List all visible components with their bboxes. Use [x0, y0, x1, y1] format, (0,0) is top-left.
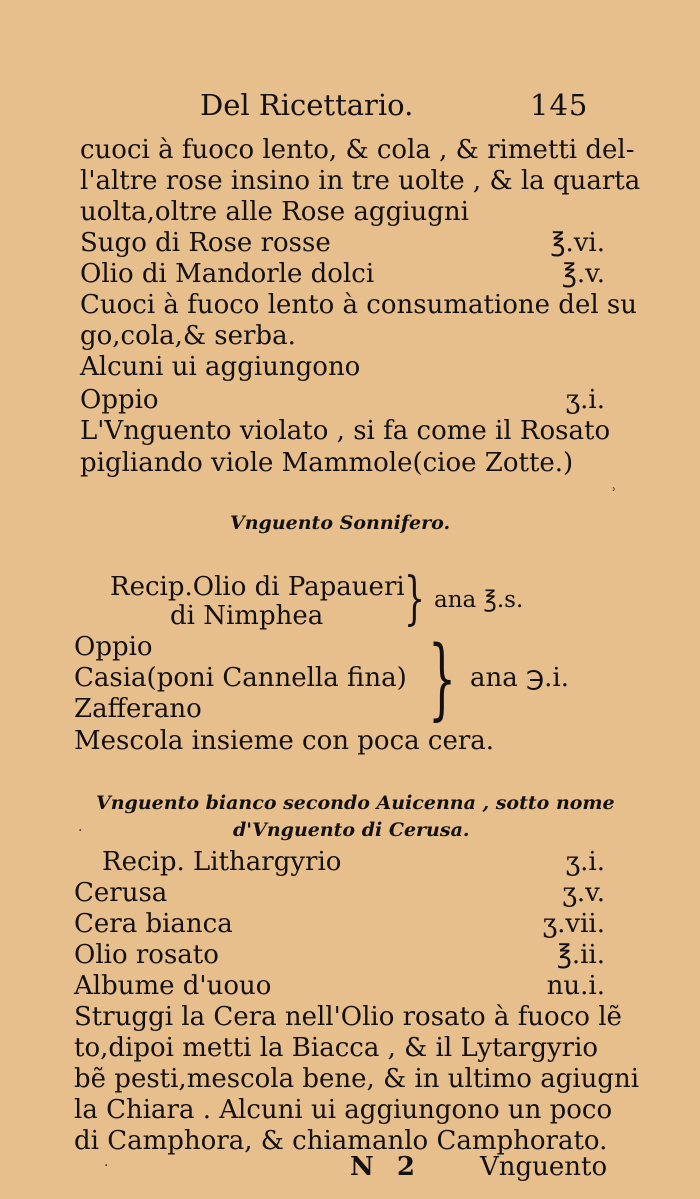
body-line: cuoci à fuoco lento, & cola , & rimetti del- [80, 135, 635, 165]
section-heading: d'Vnguento di Cerusa. [233, 819, 470, 841]
body-line: la Chiara . Alcuni ui aggiungono un poco [74, 1095, 613, 1125]
body-line: to,dipoi metti la Biacca , & il Lytargyrio [74, 1033, 599, 1063]
body-line: L'Vnguento violato , si fa come il Rosato [80, 416, 611, 446]
ingredient-name: Recip.Olio di Papaueri [110, 572, 405, 602]
ingredient-quantity: ana ℥.s. [434, 587, 524, 613]
ingredient-quantity: nu.i. [546, 971, 605, 1001]
body-line: uolta,oltre alle Rose aggiugni [80, 197, 469, 227]
ingredient-quantity: ℥.vi. [550, 228, 605, 258]
ingredient-name: Oppio [74, 632, 153, 662]
body-line: Cuoci à fuoco lento à consumatione del su [80, 290, 637, 320]
ingredient-quantity: ʒ.i. [565, 385, 605, 415]
section-heading: Vnguento Sonnifero. [230, 512, 451, 534]
page-number: 145 [530, 88, 589, 122]
ink-speck: ʾ [612, 486, 617, 502]
ink-speck: · [104, 1158, 109, 1174]
section-heading: Vnguento bianco secondo Auicenna , sotto nome [96, 792, 615, 814]
right-brace-icon: } [428, 628, 457, 732]
signature-mark: N 2 [350, 1152, 415, 1182]
ingredient-name: Cera bianca [74, 909, 233, 939]
catchword: Vnguento [480, 1152, 608, 1182]
body-line: Mescola insieme con poca cera. [74, 726, 495, 756]
ingredient-name: Recip. Lithargyrio [102, 847, 342, 877]
ingredient-quantity: ʒ.v. [562, 878, 605, 908]
ingredient-quantity: ℥.v. [561, 259, 605, 289]
right-brace-icon: } [404, 566, 426, 633]
ingredient-quantity: ℥.ii. [556, 940, 605, 970]
ingredient-name: Cerusa [74, 878, 168, 908]
ink-speck: · [78, 823, 83, 839]
ingredient-name: Oppio [80, 385, 159, 415]
body-line: di Camphora, & chiamanlo Camphorato. [74, 1126, 608, 1156]
ingredient-name: di Nimphea [170, 601, 324, 631]
running-head-title: Del Ricettario. [200, 88, 414, 122]
body-line: bẽ pesti,mescola bene, & in ultimo agiugni [74, 1064, 640, 1094]
body-line: pigliando viole Mammole(cioe Zotte.) [80, 448, 574, 478]
body-line: Alcuni ui aggiungono [80, 352, 361, 382]
body-line: Struggi la Cera nell'Olio rosato à fuoco lẽ [74, 1002, 622, 1032]
body-line: go,cola,& serba. [80, 321, 296, 351]
body-line: l'altre rose insino in tre uolte , & la quarta [80, 166, 641, 196]
ingredient-quantity: ʒ.i. [565, 847, 605, 877]
ingredient-name: Sugo di Rose rosse [80, 228, 331, 258]
ingredient-name: Olio rosato [74, 940, 219, 970]
ingredient-name: Olio di Mandorle dolci [80, 259, 375, 289]
ingredient-name: Casia(poni Cannella fina) [74, 663, 407, 693]
ingredient-quantity: ana ℈.i. [470, 663, 570, 693]
ingredient-quantity: ʒ.vii. [542, 909, 605, 939]
ingredient-name: Zafferano [74, 694, 202, 724]
ingredient-name: Albume d'uouo [74, 971, 272, 1001]
